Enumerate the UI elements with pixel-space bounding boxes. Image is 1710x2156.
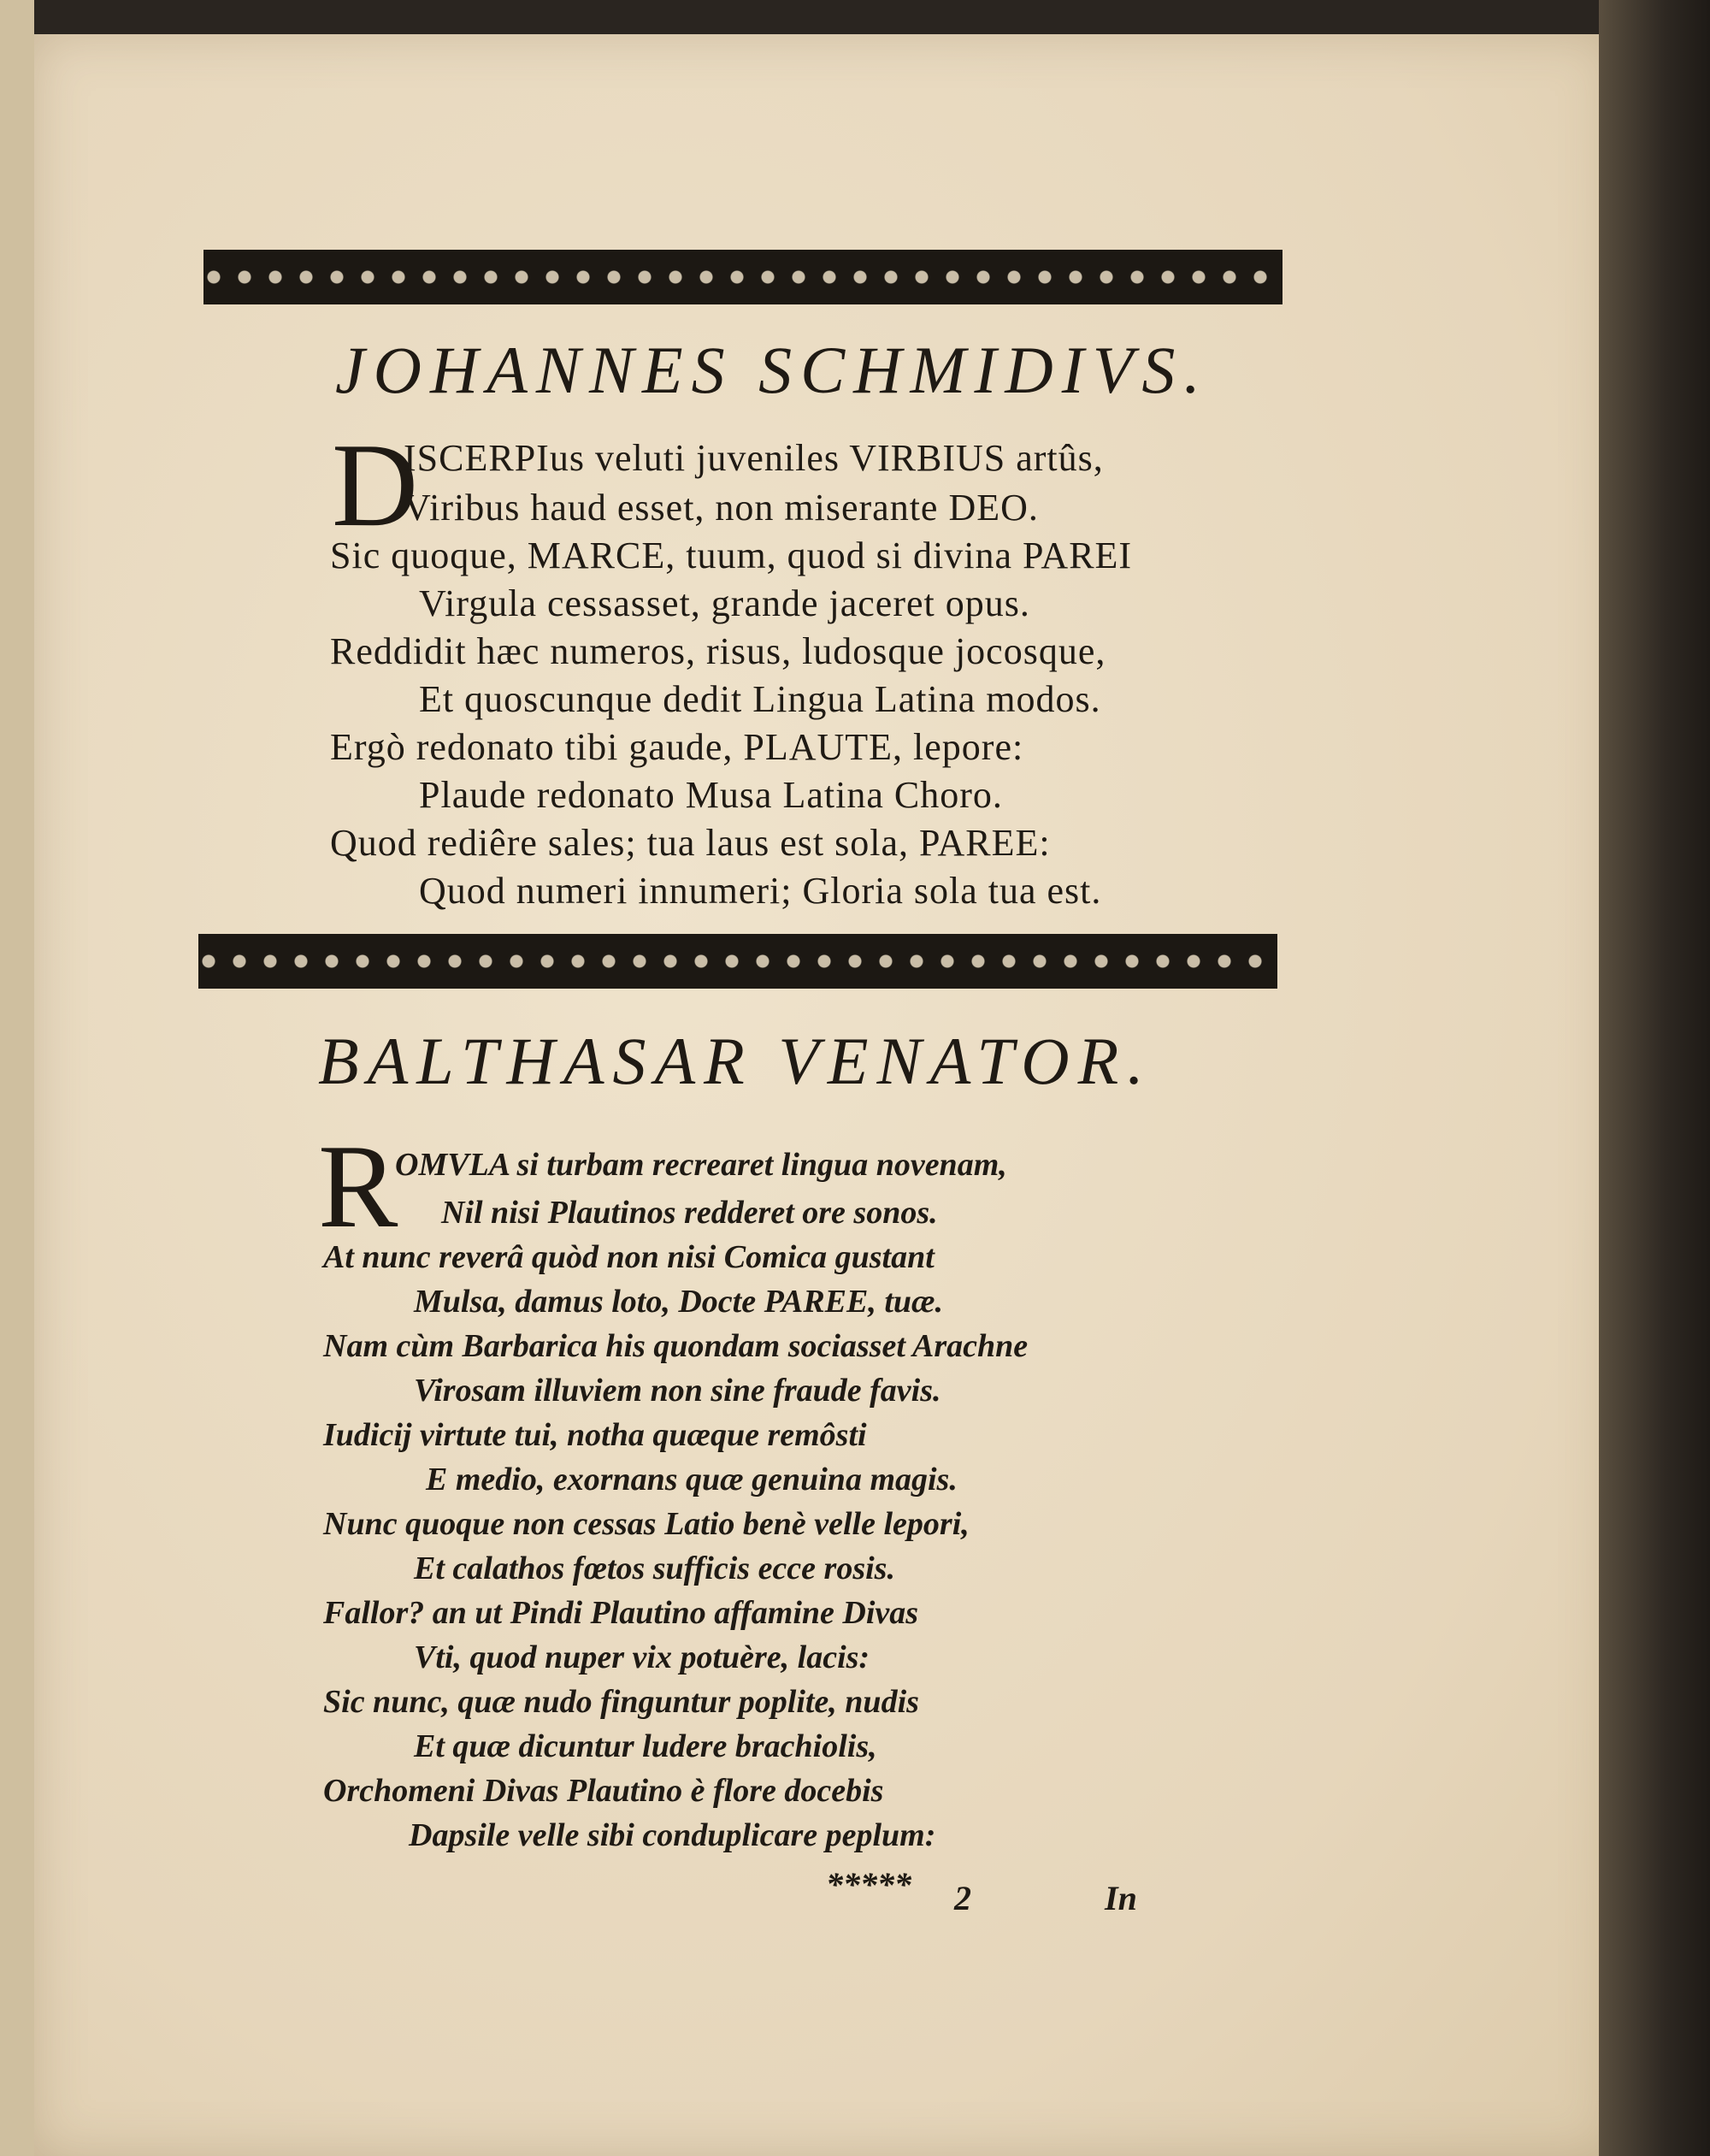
verse-line: Mulsa, damus loto, Docte PAREE, tuæ. — [414, 1284, 944, 1320]
verse-line: Plaude redonato Musa Latina Choro. — [419, 774, 1003, 816]
verse-line: Nam cùm Barbarica his quondam sociasset Arachne — [323, 1328, 1029, 1364]
verse-line: At nunc reverâ quòd non nisi Comica gustant — [323, 1239, 935, 1275]
drop-cap: R — [318, 1120, 398, 1253]
verse-line: Dapsile velle sibi conduplicare peplum: — [409, 1817, 936, 1853]
ornament-band — [203, 250, 1282, 304]
verse-line: Vti, quod nuper vix potuère, lacis: — [414, 1639, 870, 1675]
ornament-band — [198, 934, 1277, 989]
verse-line: E medio, exornans quæ genuina magis. — [426, 1462, 958, 1497]
signature-number: 2 — [954, 1879, 971, 1917]
verse-line: Fallor? an ut Pindi Plautino affamine Divas — [323, 1595, 919, 1631]
verse-line: Quod numeri innumeri; Gloria sola tua est. — [419, 870, 1102, 912]
verse-line: Orchomeni Divas Plautino è flore docebis — [323, 1773, 884, 1809]
verse-line: Et quæ dicuntur ludere brachiolis, — [414, 1728, 877, 1764]
verse-line: Nunc quoque non cessas Latio benè velle lepori, — [323, 1506, 970, 1542]
signature-mark: ***** — [826, 1865, 911, 1904]
verse-line: Virgula cessasset, grande jaceret opus. — [419, 582, 1030, 624]
verse-line: Et quoscunque dedit Lingua Latina modos. — [419, 678, 1101, 720]
drop-cap: D — [332, 419, 419, 552]
verse-line: Et calathos fœtos sufficis ecce rosis. — [414, 1551, 895, 1586]
verse-line: Sic nunc, quæ nudo finguntur poplite, nudis — [323, 1684, 919, 1720]
verse-line: Virosam illuviem non sine fraude favis. — [414, 1373, 941, 1409]
verse-line: Nil nisi Plautinos redderet ore sonos. — [441, 1195, 938, 1231]
catchword: In — [1105, 1879, 1137, 1917]
verse-line: Ergò redonato tibi gaude, PLAUTE, lepore: — [330, 726, 1024, 768]
verse-line: Reddidit hæc numeros, risus, ludosque jocosque, — [330, 630, 1106, 672]
verse-line: Quod rediêre sales; tua laus est sola, PAREE: — [330, 822, 1051, 864]
section-heading: JOHANNES SCHMIDIVS. — [335, 333, 1209, 407]
verse-line: ISCERPIus veluti juveniles VIRBIUS artûs, — [404, 437, 1104, 479]
gutter — [0, 0, 34, 2156]
section-heading: BALTHASAR VENATOR. — [318, 1024, 1153, 1098]
verse-line: Sic quoque, MARCE, tuum, quod si divina PAREI — [330, 535, 1133, 576]
verse-line: Viribus haud esset, non miserante DEO. — [404, 487, 1039, 529]
page-edge — [1599, 0, 1710, 2156]
verse-line: OMVLA si turbam recrearet lingua novenam, — [395, 1147, 1007, 1183]
verse-line: Iudicij virtute tui, notha quæque remôsti — [323, 1417, 867, 1453]
